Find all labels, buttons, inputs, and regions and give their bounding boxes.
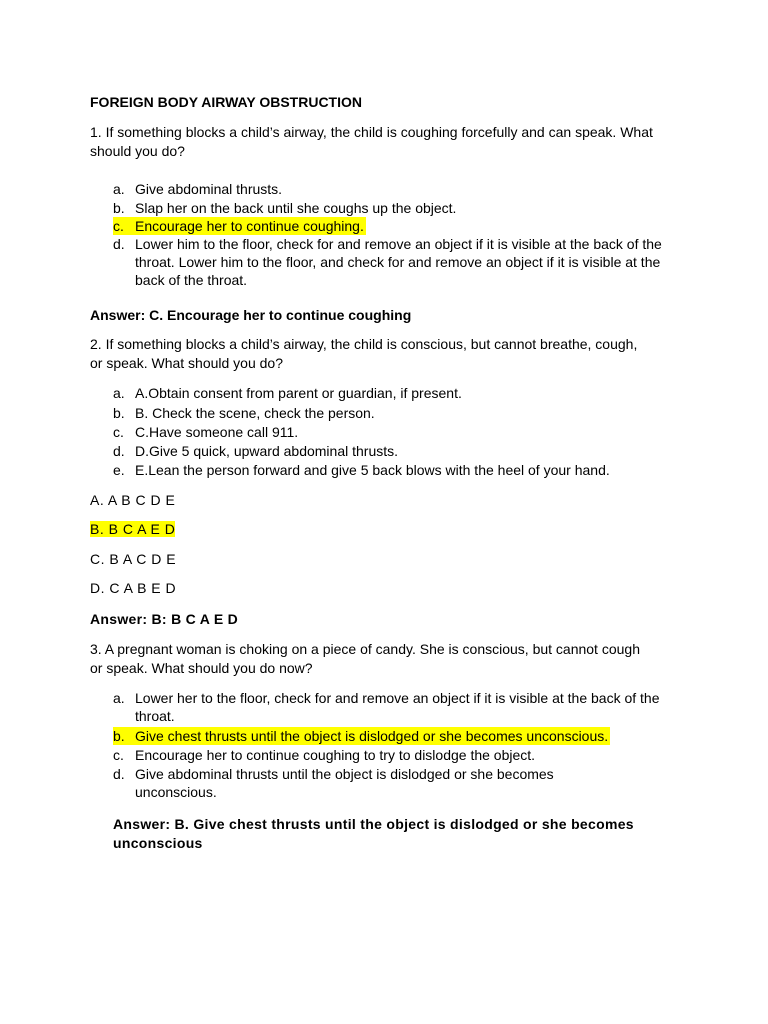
option-text: Give abdominal thrusts until the object is dislodged or she becomes unconscious.	[135, 766, 554, 800]
q2-choice-c: C. B A C D E	[90, 551, 177, 567]
option-text: A.Obtain consent from parent or guardian, if present.	[135, 385, 462, 401]
option-letter: e.	[113, 462, 125, 478]
option-letter: d.	[113, 236, 125, 252]
option-letter: b.	[113, 405, 125, 421]
q3-option-b-highlighted	[113, 727, 610, 745]
q1-option-d	[113, 235, 673, 289]
q1-option-c-highlighted	[113, 217, 366, 235]
highlight-marker	[113, 727, 610, 745]
q3-option-a	[113, 689, 683, 725]
highlight-marker	[113, 217, 366, 235]
option-letter: b.	[113, 200, 125, 216]
q3-option-d	[113, 765, 583, 801]
q2-option-e	[113, 461, 693, 479]
option-letter: a.	[113, 690, 125, 706]
document-title: FOREIGN BODY AIRWAY OBSTRUCTION	[90, 94, 362, 110]
option-text: Lower her to the floor, check for and remove an object if it is visible at the back of the throat.	[135, 690, 660, 724]
question-2-answer: Answer: B: B C A E D	[90, 611, 239, 627]
option-letter: b.	[113, 728, 125, 744]
option-letter: c.	[113, 424, 124, 440]
q2-choice-a: A. A B C D E	[90, 492, 176, 508]
q2-option-c	[113, 423, 693, 441]
question-3-text: 3. A pregnant woman is choking on a piece of candy. She is conscious, but cannot cough or speak. What should you do now?	[90, 641, 640, 676]
option-text: Slap her on the back until she coughs up the object.	[135, 200, 457, 216]
highlight-marker: B. B C A E D	[90, 521, 176, 537]
q2-option-b	[113, 404, 693, 422]
q2-option-d	[113, 442, 693, 460]
option-letter: d.	[113, 443, 125, 459]
option-text: Lower him to the floor, check for and remove an object if it is visible at the back of the throat. Lower him to the floor, and check for and remove an object if it is visible at the back of the throat.	[135, 236, 662, 288]
question-1-answer: Answer: C. Encourage her to continue coughing	[90, 307, 412, 323]
option-text: B. Check the scene, check the person.	[135, 405, 375, 421]
q2-choice-b-highlighted	[90, 520, 175, 539]
option-text: D.Give 5 quick, upward abdominal thrusts.	[135, 443, 399, 459]
q1-option-a	[113, 180, 693, 198]
option-text: Encourage her to continue coughing to try to dislodge the object.	[135, 747, 536, 763]
option-letter: a.	[113, 181, 125, 197]
option-letter: a.	[113, 385, 125, 401]
q1-option-b	[113, 199, 693, 217]
question-3-answer: Answer: B. Give chest thrusts until the object is dislodged or she becomes unconscious	[113, 816, 634, 851]
option-letter: c.	[113, 218, 124, 234]
q3-option-c	[113, 746, 693, 764]
q2-option-a	[113, 384, 693, 402]
option-text: Encourage her to continue coughing.	[135, 218, 364, 234]
q2-choice-d: D. C A B E D	[90, 580, 177, 596]
option-text: E.Lean the person forward and give 5 back blows with the heel of your hand.	[135, 462, 610, 478]
option-text: Give abdominal thrusts.	[135, 181, 283, 197]
option-letter: c.	[113, 747, 124, 763]
question-1-text: 1. If something blocks a child’s airway, the child is coughing forcefully and can speak. What should you do?	[90, 124, 653, 159]
option-letter: d.	[113, 766, 125, 782]
question-2-text: 2. If something blocks a child’s airway, the child is conscious, but cannot breathe, cough, or speak. What should you do?	[90, 336, 638, 371]
option-text: C.Have someone call 911.	[135, 424, 299, 440]
option-text: Give chest thrusts until the object is dislodged or she becomes unconscious.	[135, 728, 609, 744]
